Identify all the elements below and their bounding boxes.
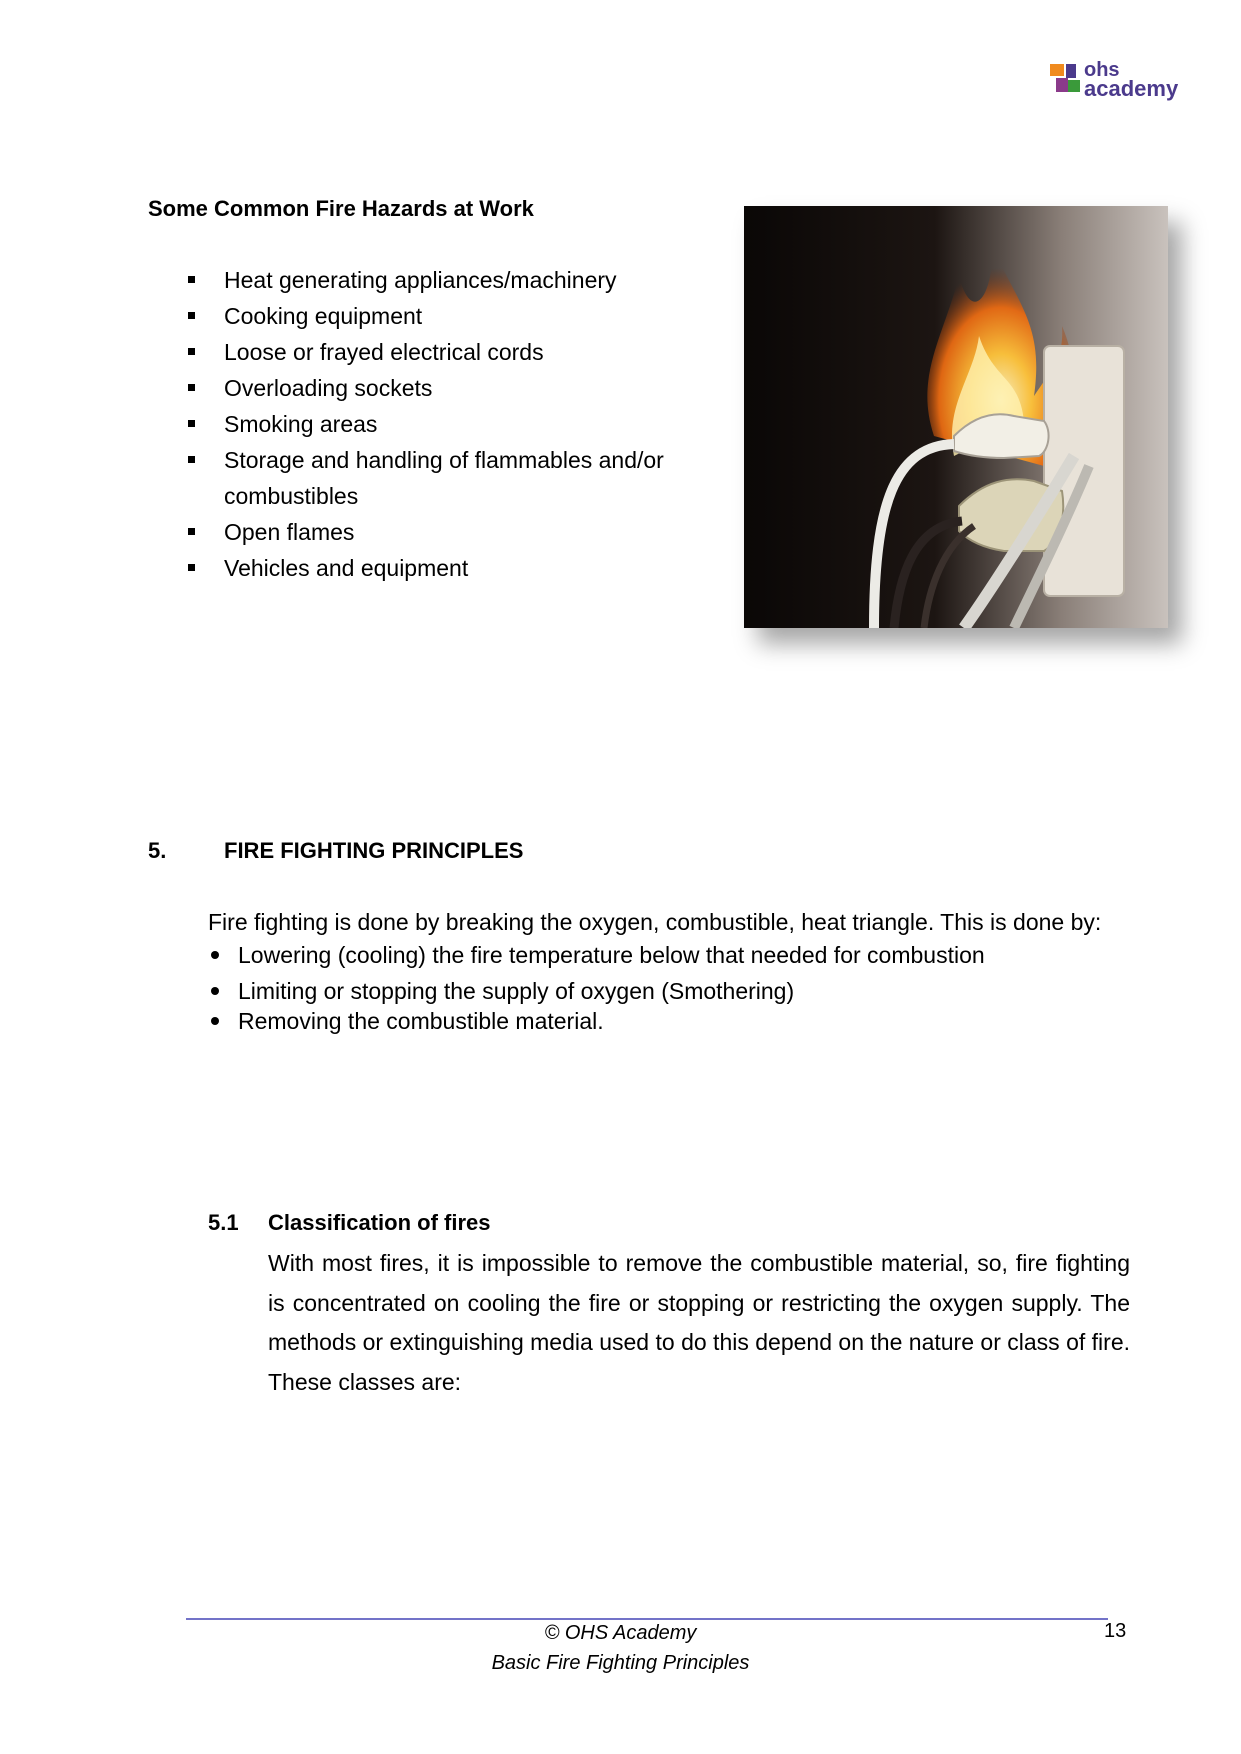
- ohs-academy-logo: [1050, 56, 1190, 106]
- hazard-item-text: Vehicles and equipment: [224, 555, 469, 581]
- subsection-number: 5.1: [208, 1210, 239, 1235]
- logo-graphic: [1050, 56, 1190, 106]
- square-bullet-icon: [188, 528, 195, 535]
- square-bullet-icon: [188, 384, 195, 391]
- round-bullet-icon: [211, 951, 219, 959]
- hazards-heading: Some Common Fire Hazards at Work: [148, 196, 534, 221]
- hazard-item: [186, 262, 706, 298]
- section-title: FIRE FIGHTING PRINCIPLES: [224, 838, 524, 863]
- footer-document-title: Basic Fire Fighting Principles: [491, 1652, 750, 1674]
- principle-item-text: Limiting or stopping the supply of oxygen (Smothering): [238, 978, 795, 1004]
- square-bullet-icon: [188, 564, 195, 571]
- hazard-item: [186, 406, 706, 442]
- section-5-1-heading: [208, 1210, 491, 1236]
- hazard-item: [186, 514, 706, 550]
- principle-item-text: Lowering (cooling) the fire temperature below that needed for combustion: [238, 942, 985, 968]
- hazard-item: [186, 442, 706, 514]
- section-number: 5.: [148, 838, 167, 863]
- round-bullet-icon: [211, 987, 219, 995]
- footer-divider: [186, 1618, 1108, 1620]
- logo-orange-block: [1050, 64, 1064, 76]
- principle-item: [208, 1008, 1108, 1035]
- principles-list: [208, 942, 1108, 1035]
- hazard-item-text: Heat generating appliances/machinery: [224, 267, 617, 293]
- square-bullet-icon: [188, 312, 195, 319]
- burning-socket-illustration: [744, 206, 1168, 628]
- hazard-item: [186, 370, 706, 406]
- footer-copyright: © OHS Academy: [544, 1622, 697, 1644]
- page-number: 13: [1104, 1620, 1127, 1642]
- square-bullet-icon: [188, 456, 195, 463]
- hazard-item: [186, 334, 706, 370]
- principle-item-text: Removing the combustible material.: [238, 1008, 604, 1034]
- section-5-heading: [148, 838, 523, 864]
- hazard-item-text: Storage and handling of flammables and/or combustibles: [224, 447, 664, 509]
- logo-magenta-block: [1056, 78, 1068, 92]
- hazard-item: [186, 298, 706, 334]
- square-bullet-icon: [188, 420, 195, 427]
- classification-paragraph: With most fires, it is impossible to remove the combustible material, so, fire fighting is concentrated on cooling the fire or stopping or restricting the oxygen supply. The methods or extinguishing media used to do this depend on the nature or class of fire. These classes are:: [268, 1250, 1130, 1395]
- hazard-item-text: Overloading sockets: [224, 375, 433, 401]
- hazard-item-text: Loose or frayed electrical cords: [224, 339, 544, 365]
- principle-item: [208, 942, 1108, 978]
- principle-item: [208, 978, 1108, 1008]
- round-bullet-icon: [211, 1017, 219, 1025]
- burning-socket-photo: [744, 206, 1168, 628]
- logo-text-ohs: ohs: [1084, 59, 1120, 81]
- hazard-item-text: Cooking equipment: [224, 303, 423, 329]
- square-bullet-icon: [188, 276, 195, 283]
- hazard-list: [186, 262, 706, 586]
- hazard-item-text: Open flames: [224, 519, 355, 545]
- logo-text-academy: academy: [1084, 76, 1179, 101]
- logo-purple-block: [1066, 64, 1076, 78]
- section-5-intro: Fire fighting is done by breaking the oxygen, combustible, heat triangle. This is done by:: [208, 909, 1102, 935]
- logo-green-block: [1068, 80, 1080, 92]
- square-bullet-icon: [188, 348, 195, 355]
- hazard-item-text: Smoking areas: [224, 411, 378, 437]
- hazard-item: [186, 550, 706, 586]
- subsection-title: Classification of fires: [268, 1210, 491, 1235]
